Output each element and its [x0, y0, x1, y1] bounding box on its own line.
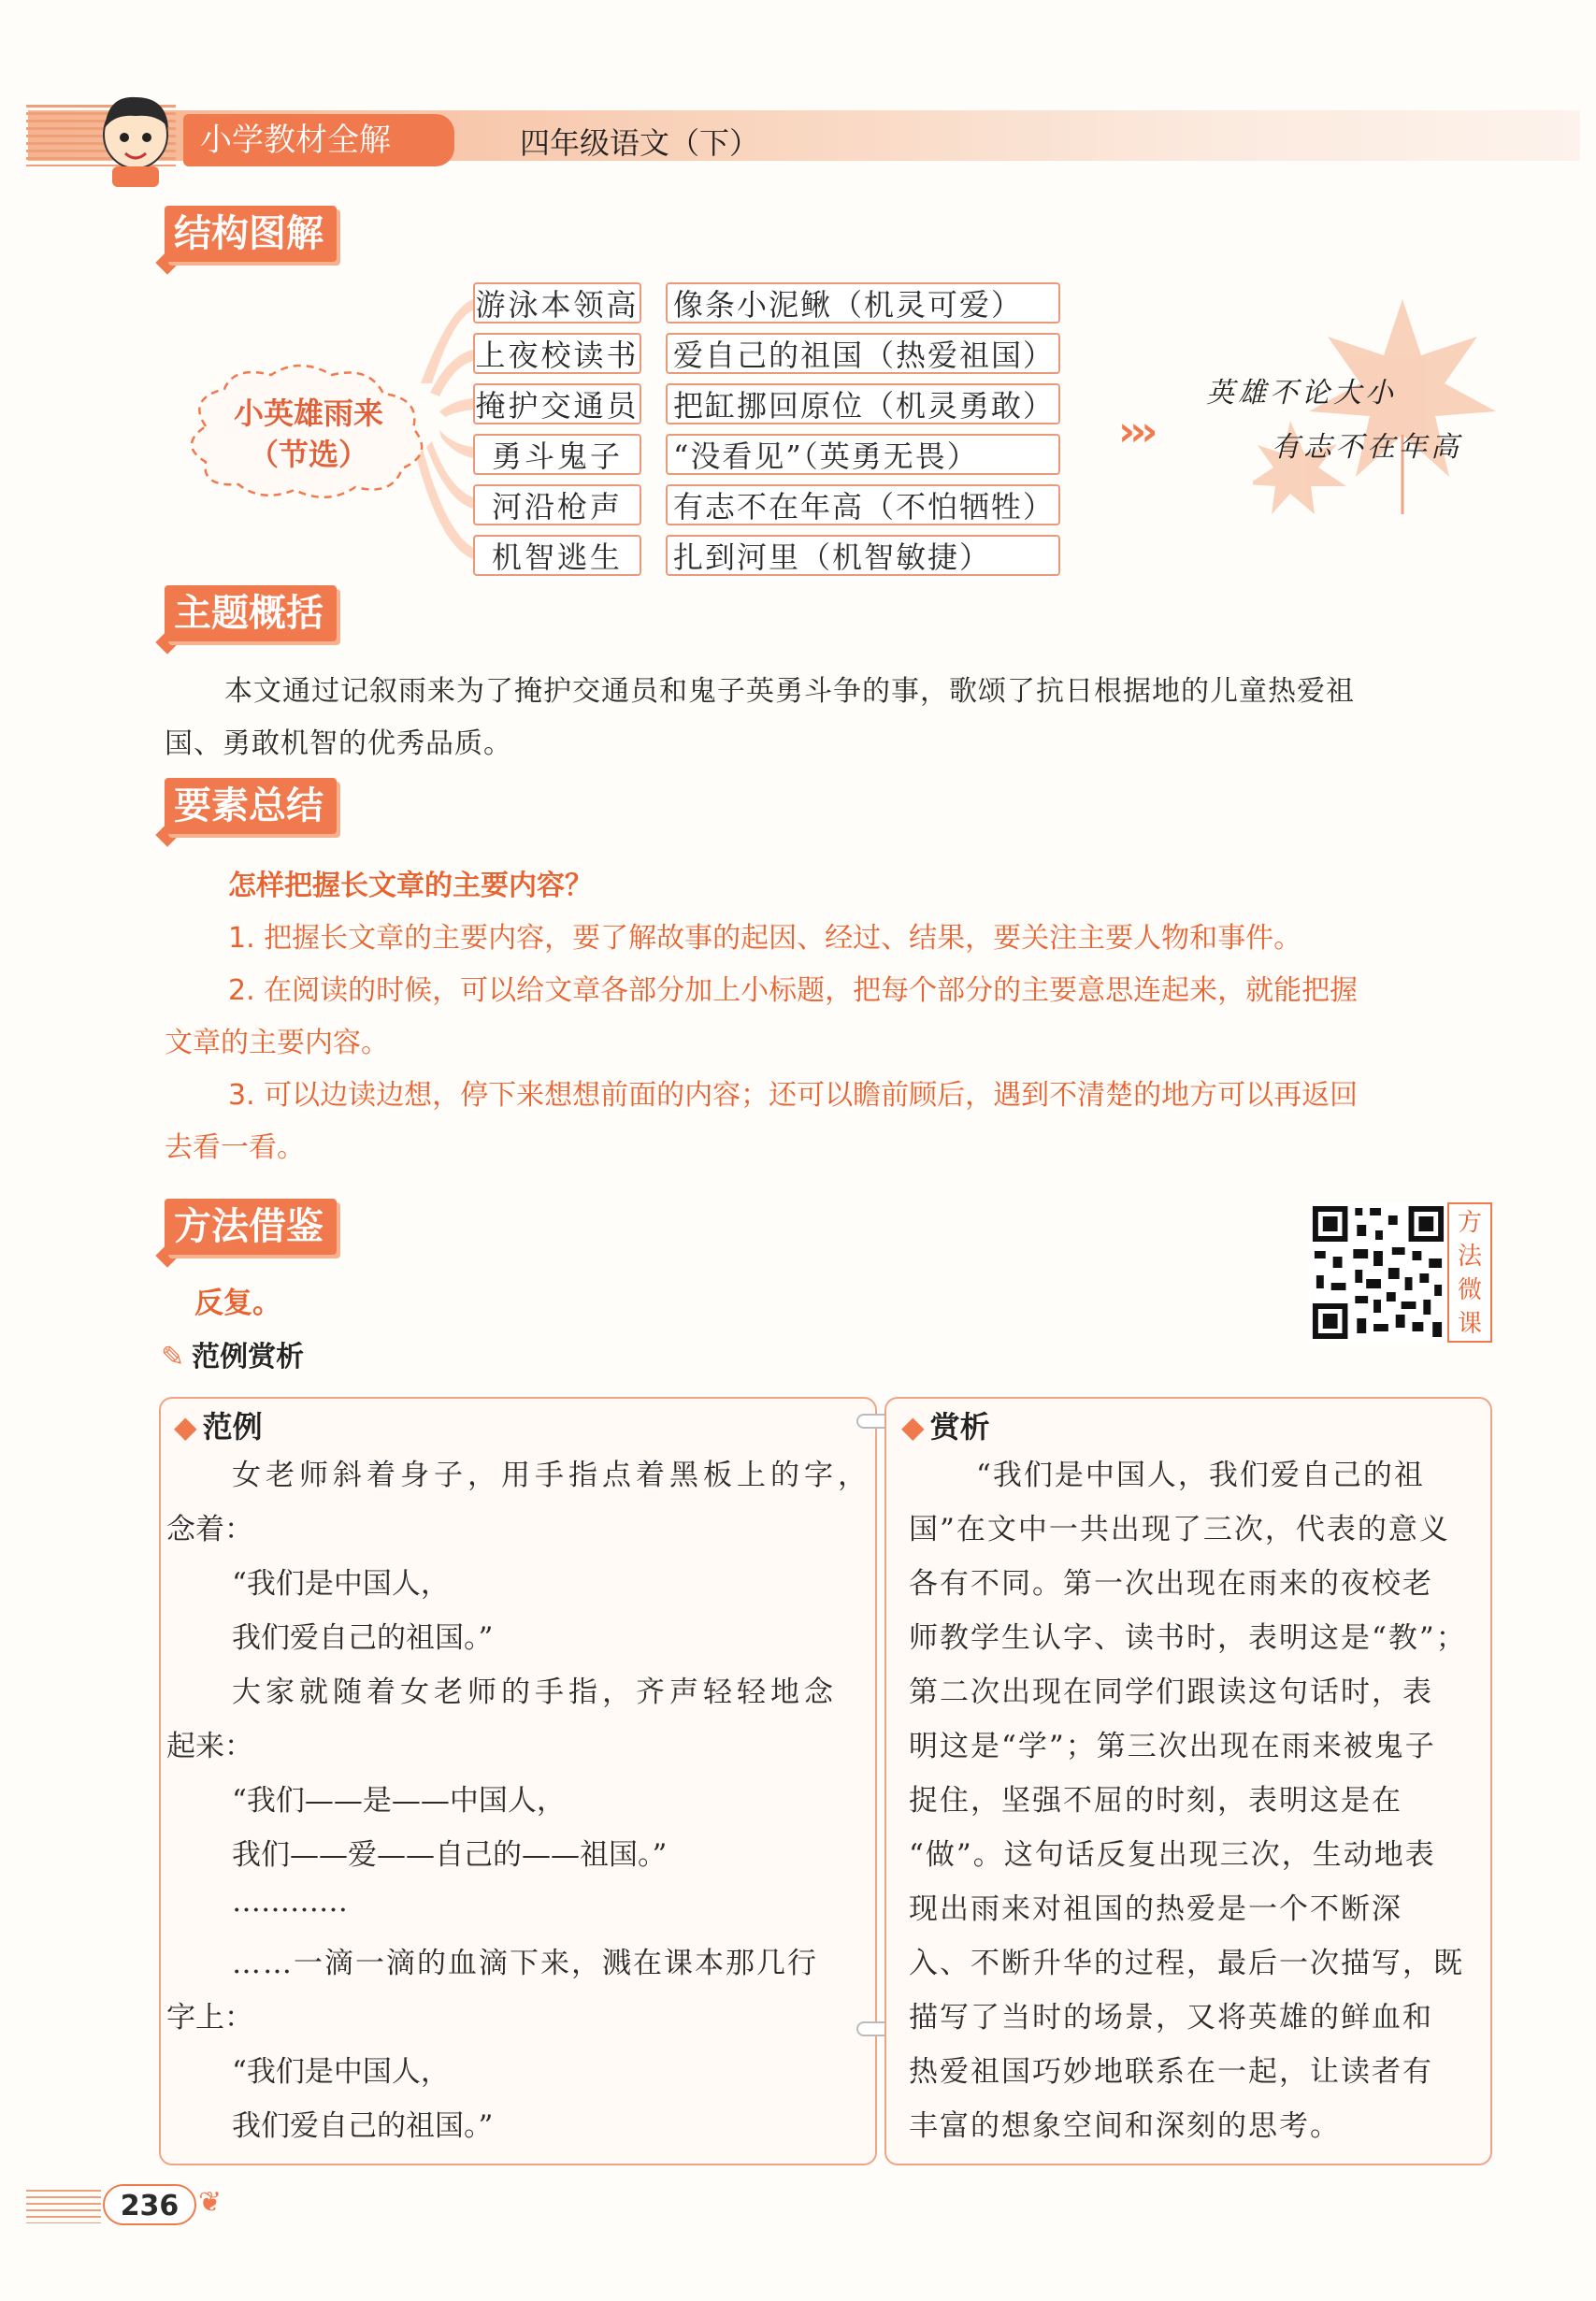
qr-label-text: 方法微课 [1458, 1209, 1483, 1338]
example-line-13: 我们爱自己的祖国。” [232, 2109, 494, 2143]
analysis-line-6: 明这是“学”；第三次出现在雨来被鬼子 [909, 1730, 1436, 1763]
analysis-line-1: “我们是中国人，我们爱自己的祖 [976, 1459, 1425, 1492]
qr-code-icon[interactable] [1309, 1202, 1447, 1343]
section-theme: 主题概括 [165, 585, 337, 641]
section-method: 方法借鉴 [165, 1199, 337, 1255]
diagram-right-1: 像条小泥鳅（机灵可爱） [666, 282, 1060, 324]
elements-point-2-line-2: 文章的主要内容。 [165, 1027, 389, 1059]
analysis-line-7: 捉住，坚强不屈的时刻，表明这是在 [909, 1784, 1402, 1818]
diagram-center-subtitle: （节选） [248, 437, 368, 472]
example-line-12: “我们是中国人， [232, 2055, 450, 2089]
page-number: 236 [103, 2184, 196, 2225]
elements-point-3-line-2: 去看一看。 [165, 1131, 305, 1164]
theme-line-2: 国、勇敢机智的优秀品质。 [165, 727, 512, 760]
qr-label [1447, 1202, 1492, 1343]
example-line-9: ………… [232, 1885, 348, 1919]
diagram-right-3: 把缸挪回原位（机灵勇敢） [666, 383, 1060, 424]
analysis-line-8: “做”。这句话反复出现三次，生动地表 [909, 1838, 1436, 1872]
series-title: 小学教材全解 [183, 114, 454, 166]
diagram-center [187, 393, 430, 475]
example-line-5: 大家就随着女老师的手指，齐声轻轻地念 [232, 1675, 838, 1709]
analysis-line-12: 热爱祖国巧妙地联系在一起，让读者有 [909, 2055, 1433, 2089]
diagram-left-5: 河沿枪声 [473, 484, 641, 525]
analysis-line-11: 描写了当时的场景，又将英雄的鲜血和 [909, 2001, 1433, 2035]
example-line-3: “我们是中国人， [232, 1567, 450, 1601]
diagram-right-2: 爱自己的祖国（热爱祖国） [666, 333, 1060, 374]
diagram-center-title: 小英雄雨来 [233, 395, 383, 431]
analysis-line-5: 第二次出现在同学们跟读这句话时，表 [909, 1675, 1433, 1709]
diagram-left-4: 勇斗鬼子 [473, 434, 641, 475]
motto-line-2: 有志不在年高 [1272, 431, 1462, 464]
analysis-line-3: 各有不同。第一次出现在雨来的夜校老 [909, 1567, 1433, 1601]
theme-line-1: 本文通过记叙雨来为了掩护交通员和鬼子英勇斗争的事，歌颂了抗日根据地的儿童热爱祖 [224, 675, 1355, 708]
example-line-6: 起来： [166, 1730, 253, 1763]
method-subheading-text: 范例赏析 [192, 1341, 305, 1373]
example-line-7: “我们——是——中国人， [232, 1784, 566, 1818]
diagram-right-5: 有志不在年高（不怕牺牲） [666, 484, 1060, 525]
analysis-line-2: 国”在文中一共出现了三次，代表的意义 [909, 1513, 1450, 1546]
diagram-left-1: 游泳本领高 [473, 282, 641, 324]
elements-question: 怎样把握长文章的主要内容？ [228, 870, 593, 902]
diagram-arrow-icon: ››› [1118, 408, 1153, 455]
analysis-line-4: 师教学生认字、读书时，表明这是“教”； [909, 1621, 1467, 1655]
example-line-8: 我们——爱——自己的——祖国。” [232, 1838, 668, 1872]
example-title: ◆ 范例 [174, 1402, 263, 1451]
motto-line-1: 英雄不论大小 [1206, 377, 1397, 410]
diagram-right-4: “没看见”（英勇无畏） [666, 434, 1060, 475]
analysis-title: ◆ 赏析 [901, 1402, 990, 1451]
example-line-4: 我们爱自己的祖国。” [232, 1621, 494, 1655]
diagram-left-2: 上夜校读书 [473, 333, 641, 374]
diagram-right-6: 扎到河里（机智敏捷） [666, 535, 1060, 576]
example-line-10: ……一滴一滴的血滴下来，溅在课本那几行 [232, 1947, 818, 1980]
section-structure: 结构图解 [165, 206, 337, 262]
elements-point-3-line-1: 3. 可以边读边想，停下来想想前面的内容；还可以瞻前顾后，遇到不清楚的地方可以再返回 [228, 1079, 1359, 1112]
boy-mascot-icon [84, 86, 187, 189]
page-number-stripes [26, 2190, 101, 2223]
method-technique: 反复。 [194, 1287, 281, 1320]
method-subheading [161, 1331, 304, 1384]
analysis-line-10: 入、不断升华的过程，最后一次描写，既 [909, 1947, 1464, 1980]
elements-point-2-line-1: 2. 在阅读的时候，可以给文章各部分加上小标题，把每个部分的主要意思连起来，就能把握 [228, 974, 1359, 1007]
analysis-line-13: 丰富的想象空间和深刻的思考。 [909, 2109, 1341, 2143]
example-line-2: 念着： [166, 1513, 253, 1546]
section-elements: 要素总结 [165, 778, 337, 834]
pencil-icon: ✎ [161, 1341, 185, 1373]
example-line-1: 女老师斜着身子，用手指点着黑板上的字， [232, 1459, 871, 1492]
motto [1206, 367, 1462, 475]
leaf-icon: ❦ [198, 2186, 223, 2219]
example-line-11: 字上： [166, 2001, 253, 2035]
elements-point-1: 1. 把握长文章的主要内容，要了解故事的起因、经过、结果，要关注主要人物和事件。 [228, 922, 1302, 955]
diagram-left-3: 掩护交通员 [473, 383, 641, 424]
analysis-line-9: 现出雨来对祖国的热爱是一个不断深 [909, 1892, 1402, 1926]
diagram-left-6: 机智逃生 [473, 535, 641, 576]
book-title: 四年级语文（下） [520, 125, 760, 161]
